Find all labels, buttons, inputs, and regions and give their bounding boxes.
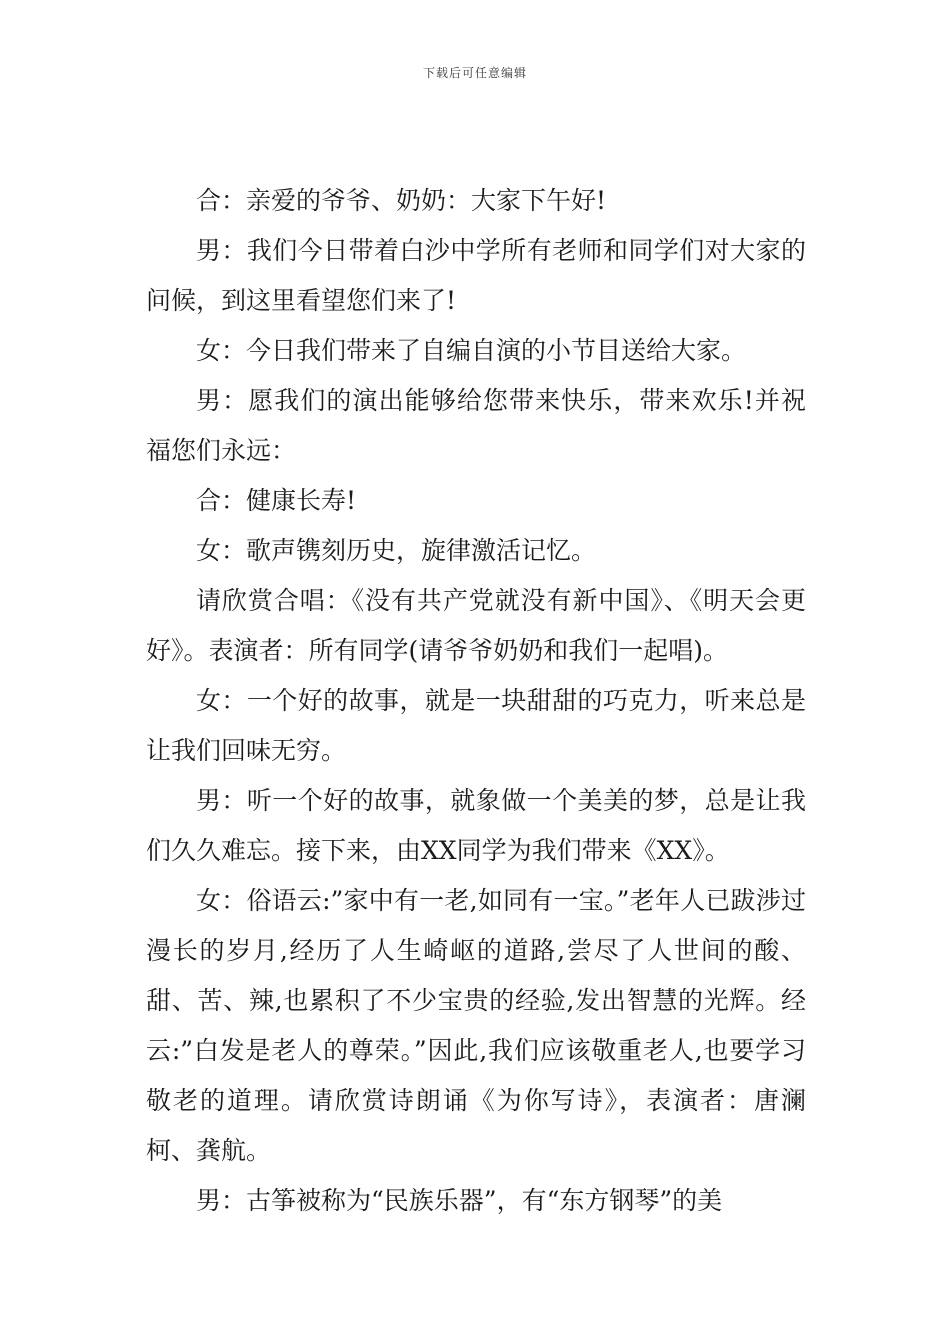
paragraph: 女：歌声镌刻历史，旋律激活记忆。 [196,536,597,565]
document-body [146,176,806,1226]
paragraph: 男：愿我们的演出能够给您带来快乐，带来欢乐!并祝福您们永远： [146,386,806,465]
paragraph: 男：古筝被称为“民族乐器”，有“东方钢琴”的美 [196,1186,723,1215]
paragraph: 男：我们今日带着白沙中学所有老师和同学们对大家的问候，到这里看望您们来了! [146,236,806,315]
paragraph: 合：亲爱的爷爷、奶奶：大家下午好! [196,186,607,215]
paragraph: 女：俗语云:”家中有一老,如同有一宝。”老年人已跋涉过漫长的岁月,经历了人生崎岖的道路,尝尽了人世间的酸、甜、苦、辣,也累积了不少宝贵的经验,发出智慧的光辉。经云:”白发是老人的尊荣。”因此,我们应该敬重老人,也要学习敬老的道理。请欣赏诗朗诵《为你写诗》，表演者：唐澜柯、龚航。 [146,886,806,1165]
paragraph: 男：听一个好的故事，就象做一个美美的梦，总是让我们久久难忘。接下来，由XX同学为我们带来《XX》。 [146,786,806,865]
paragraph: 合：健康长寿! [196,486,357,515]
paragraph: 女：今日我们带来了自编自演的小节目送给大家。 [196,336,747,365]
paragraph: 请欣赏合唱：《没有共产党就没有新中国》、《明天会更好》。表演者：所有同学(请爷爷奶奶和我们一起唱)。 [146,586,806,665]
paragraph: 女：一个好的故事，就是一块甜甜的巧克力，听来总是让我们回味无穷。 [146,686,806,765]
header-note: 下载后可任意编辑 [422,66,527,80]
